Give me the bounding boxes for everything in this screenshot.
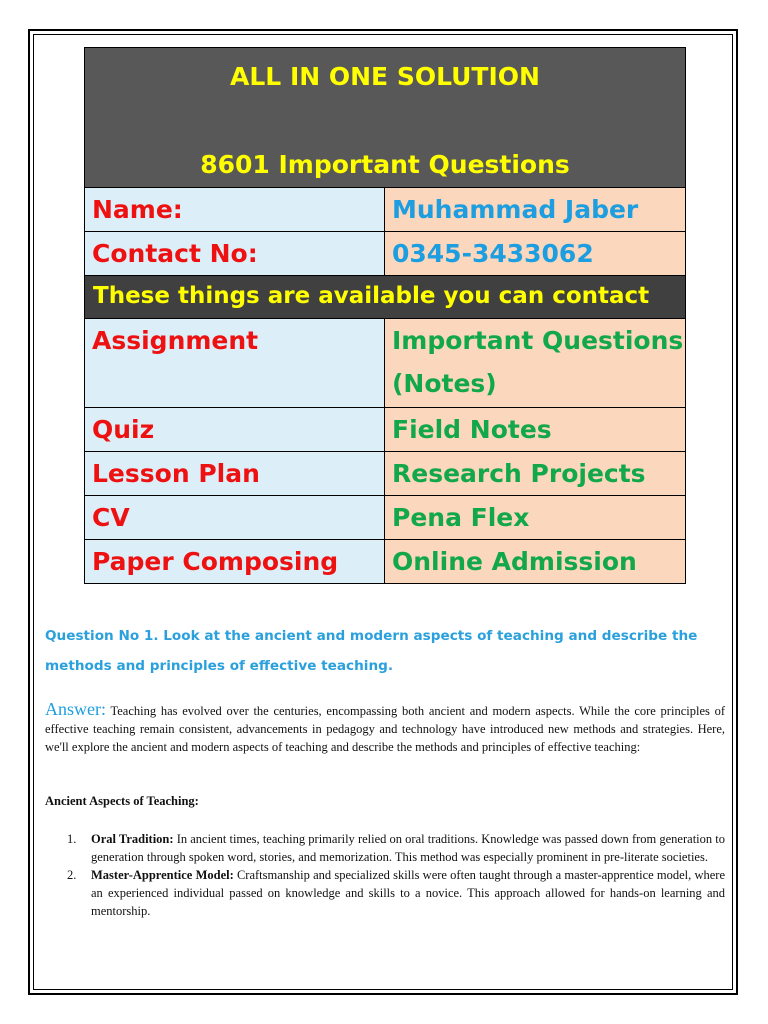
service-left: Paper Composing — [85, 540, 385, 584]
service-left: Assignment — [85, 319, 385, 408]
points-list — [45, 830, 725, 920]
list-item — [45, 866, 725, 920]
name-value: Muhammad Jaber — [385, 188, 686, 232]
point-text: Craftsmanship and specialized skills were often taught through a master-apprentice model, where an experienced individual passed on knowledge and skills to a novice. This approach allowed for hands-on learning and mentorship. — [91, 868, 725, 918]
list-number: 1. — [67, 832, 77, 846]
answer-label: Answer: — [45, 699, 106, 719]
answer-paragraph — [45, 700, 725, 756]
service-right: Field Notes — [385, 408, 686, 452]
service-left: CV — [85, 496, 385, 540]
list-number: 2. — [67, 868, 77, 882]
service-right: Online Admission — [385, 540, 686, 584]
header-subtitle: 8601 Important Questions — [200, 150, 570, 179]
service-left: Quiz — [85, 408, 385, 452]
service-right: Pena Flex — [385, 496, 686, 540]
service-right: Important Questions (Notes) — [385, 319, 686, 408]
info-table — [84, 47, 686, 584]
contact-label: Contact No: — [85, 232, 385, 276]
question-heading: Question No 1. Look at the ancient and modern aspects of teaching and describe the methods and principles of effective teaching. — [45, 628, 698, 674]
service-left: Lesson Plan — [85, 452, 385, 496]
service-right: Research Projects — [385, 452, 686, 496]
answer-text: Teaching has evolved over the centuries, encompassing both ancient and modern aspects. While the core principles of effective teaching remain consistent, advancements in pedagogy and technology have introduced new methods and strategies. Here, we'll explore the ancient and modern aspects of teaching and describe the methods and principles of effective teaching: — [45, 704, 725, 754]
section-title: Ancient Aspects of Teaching: — [45, 794, 199, 808]
contact-value: 0345-3433062 — [385, 232, 686, 276]
services-banner: These things are available you can contact — [85, 276, 686, 319]
header-cell — [85, 48, 686, 188]
header-title: ALL IN ONE SOLUTION — [230, 62, 540, 91]
point-title: Master-Apprentice Model: — [91, 868, 234, 882]
list-item — [45, 830, 725, 866]
point-text: In ancient times, teaching primarily relied on oral traditions. Knowledge was passed down from generation to generation through spoken word, stories, and memorization. This method was especially prominent in pre-literate societies. — [91, 832, 726, 864]
point-title: Oral Tradition: — [91, 832, 174, 846]
name-label: Name: — [85, 188, 385, 232]
